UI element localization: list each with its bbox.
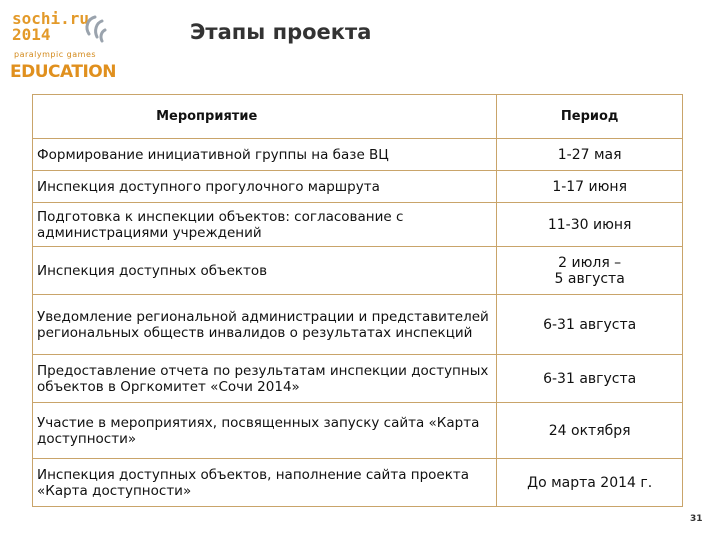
row-period: 1-17 июня [497,171,683,203]
header-event: Мероприятие [33,95,497,139]
sochi-2014-logo [10,9,116,86]
row-period-line2: 5 августа [554,270,625,287]
table-row [33,247,683,295]
project-stages-table [32,94,683,507]
logo-line-sochi: sochi.ru [12,9,90,28]
row-event: Инспекция доступных объектов, наполнение сайта проекта «Карта доступности» [33,459,497,507]
row-period: 11-30 июня [497,203,683,247]
header-period: Период [497,95,683,139]
table-row [33,139,683,171]
row-event: Инспекция доступных объектов [33,247,497,295]
table-row [33,403,683,459]
row-event: Участие в мероприятиях, посвященных запуску сайта «Карта доступности» [33,403,497,459]
row-event: Уведомление региональной администрации и представителей региональных обществ инвалидов о результатах инспекций [33,295,497,355]
row-event: Инспекция доступного прогулочного маршрута [33,171,497,203]
row-event: Формирование инициативной группы на базе ВЦ [33,139,497,171]
logo-line-year: 2014 [12,25,51,44]
table-row [33,459,683,507]
row-event: Подготовка к инспекции объектов: согласование с администрациями учреждений [33,203,497,247]
row-period: 6-31 августа [497,355,683,403]
row-period: 6-31 августа [497,295,683,355]
logo-education: EDUCATION [10,62,116,82]
page-number: 31 [690,514,703,524]
row-event: Предоставление отчета по результатам инспекции доступных объектов в Оргкомитет «Сочи 2014» [33,355,497,403]
table-row [33,203,683,247]
row-period: До марта 2014 г. [497,459,683,507]
page-title: Этапы проекта [190,20,372,44]
row-period: 1-27 мая [497,139,683,171]
table-row [33,295,683,355]
row-period [497,247,683,295]
table-row [33,355,683,403]
paralympic-agitos-icon [82,14,108,44]
logo-subtitle: paralympic games [14,50,97,59]
table-row [33,171,683,203]
row-period-line1: 2 июля – [558,254,622,271]
table-header-row [33,95,683,139]
row-period: 24 октября [497,403,683,459]
